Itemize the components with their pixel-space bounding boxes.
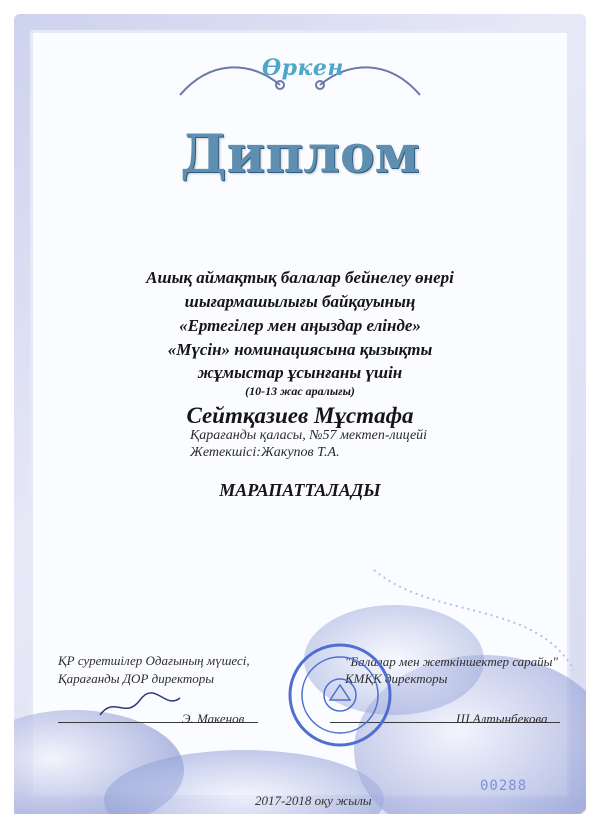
official-stamp-icon: [285, 640, 395, 750]
award-text-line-1: Ашық аймақтық балалар бейнелеу өнері: [146, 268, 454, 287]
diploma-title: Диплом: [180, 124, 420, 185]
age-range: (10-13 жас аралығы): [245, 384, 355, 398]
award-verb: МАРАПАТТАЛАДЫ: [219, 480, 381, 500]
right-signer-name: Ш.Алтынбекова: [456, 711, 548, 726]
award-text-line-4: «Мүсін» номинациясына қызықты: [167, 340, 433, 359]
recipient-name: Сейтқазиев Мұстафа: [186, 403, 414, 428]
left-signer-title-1: ҚР суретшілер Одағының мүшесі,: [58, 653, 250, 668]
recipient-teacher: Жетекшісі:Жакупов Т.А.: [190, 445, 340, 460]
right-signer-title-1: "Балалар мен жеткіншектер сарайы": [345, 654, 558, 669]
award-text-line-5: жұмыстар ұсынғаны үшін: [197, 363, 403, 382]
left-handwritten-signature-icon: [95, 690, 185, 722]
erken-logo: Өркен: [262, 55, 344, 81]
award-text-line-3: «Ертегілер мен аңыздар елінде»: [179, 316, 421, 335]
left-signer-name: Э. Макенов: [182, 711, 245, 726]
recipient-school: Қарағанды қаласы, №57 мектеп-лицейі: [190, 428, 428, 443]
right-signer-title-2: КМҚК директоры: [345, 671, 448, 686]
academic-year: 2017-2018 оқу жылы: [255, 793, 372, 808]
award-text-line-2: шығармашылығы байқауының: [184, 292, 416, 311]
serial-number: 00288: [480, 778, 528, 794]
left-signer-title-2: Қарағанды ДОР директоры: [58, 671, 215, 686]
